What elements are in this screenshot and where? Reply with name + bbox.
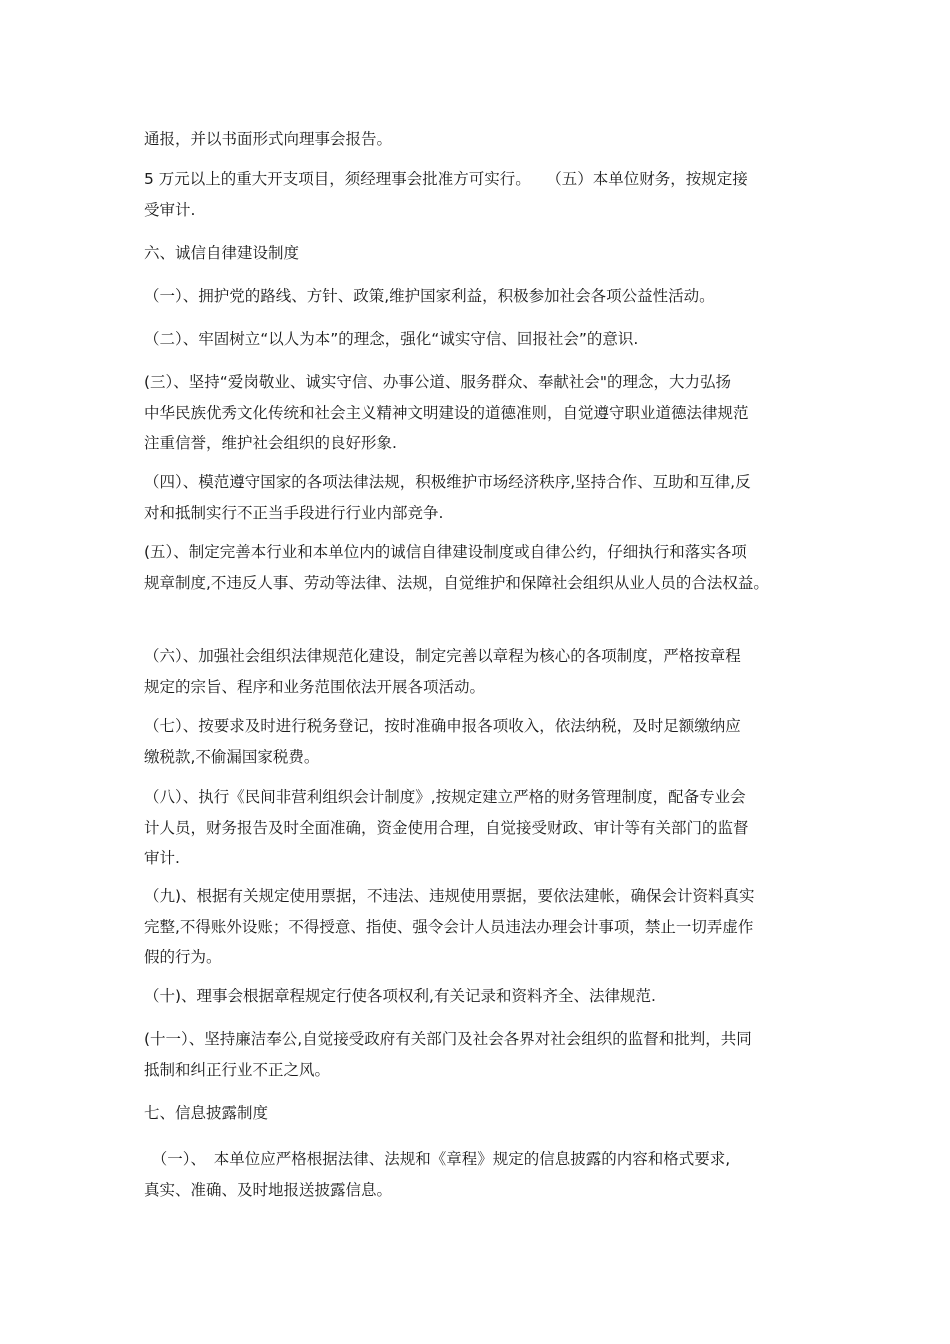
paragraph (144, 1024, 824, 1085)
text-line: 假的行为。 (144, 948, 222, 966)
section-heading (144, 238, 824, 269)
text-line: （七）、按要求及时进行税务登记，按时准确申报各项收入，依法纳税，及时足额缴纳应 (144, 717, 741, 735)
text-line: 中华民族优秀文化传统和社会主义精神文明建设的道德准则，自觉遵守职业道德法律规范 (144, 403, 749, 422)
text-line: 七、信息披露制度 (144, 1104, 269, 1122)
text-line: 真实、准确、及时地报送披露信息。 (144, 1180, 393, 1199)
text-line: 完整,不得账外设账；不得授意、指使、强令会计人员违法办理会计事项，禁止一切弄虚作 (144, 917, 754, 936)
text-line: (十一）、坚持廉洁奉公,自觉接受政府有关部门及社会各界对社会组织的监督和批判，共同 (144, 1030, 752, 1048)
text-line: 计人员，财务报告及时全面准确，资金使用合理，自觉接受财政、审计等有关部门的监督 (144, 818, 749, 837)
text-line: 六、诚信自律建设制度 (144, 244, 300, 262)
paragraph (144, 324, 824, 355)
text-line: 规章制度,不违反人事、劳动等法律、法规，自觉维护和保障社会组织从业人员的合法权益。 (144, 573, 769, 592)
section-heading (144, 1098, 824, 1129)
text-line: （九)、根据有关规定使用票据，不违法、违规使用票据，要依法建帐，确保会计资料真实 (144, 887, 755, 905)
paragraph (144, 467, 824, 528)
text-line: （一）、拥护党的路线、方针、政策,维护国家利益，积极参加社会各项公益性活动。 (144, 287, 715, 305)
text-line: （四）、模范遵守国家的各项法律法规，积极维护市场经济秩序,坚持合作、互助和互律,反 (144, 473, 751, 491)
text-line: 抵制和纠正行业不正之风。 (144, 1060, 331, 1079)
paragraph (144, 367, 824, 459)
text-line: 注重信誉，维护社会组织的良好形象. (144, 434, 397, 452)
text-line: 通报，并以书面形式向理事会报告。 (144, 130, 393, 148)
text-line: （二）、牢固树立“以人为本”的理念，强化“诚实守信、回报社会”的意识. (144, 330, 639, 348)
text-line: 5 万元以上的重大开支项目，须经理事会批准方可实行。 （五）本单位财务，按规定接 (144, 170, 748, 188)
text-line: (三）、坚持“爱岗敬业、诚实守信、办事公道、服务群众、奉献社会"的理念，大力弘扬 (144, 373, 731, 391)
paragraph (144, 1144, 824, 1205)
text-line: 受审计. (144, 200, 196, 219)
text-line: （十)、理事会根据章程规定行使各项权利,有关记录和资料齐全、法律规范. (144, 987, 656, 1005)
paragraph (144, 537, 824, 598)
paragraph (144, 281, 824, 312)
paragraph (144, 881, 824, 973)
paragraph (144, 164, 824, 225)
paragraph (144, 641, 824, 702)
paragraph (144, 711, 824, 772)
paragraph (144, 782, 824, 874)
text-line: 对和抵制实行不正当手段进行行业内部竞争. (144, 503, 444, 522)
text-line: (五）、制定完善本行业和本单位内的诚信自律建设制度或自律公约，仔细执行和落实各项 (144, 543, 747, 561)
text-line: （一）、 本单位应严格根据法律、法规和《章程》规定的信息披露的内容和格式要求, (144, 1150, 731, 1168)
text-line: 规定的宗旨、程序和业务范围依法开展各项活动。 (144, 677, 486, 696)
text-line: （六）、加强社会组织法律规范化建设，制定完善以章程为核心的各项制度，严格按章程 (144, 647, 741, 665)
paragraph (144, 981, 824, 1012)
text-line: （八）、执行《民间非营利组织会计制度》,按规定建立严格的财务管理制度，配备专业会 (144, 788, 746, 806)
text-line: 缴税款,不偷漏国家税费。 (144, 747, 320, 766)
paragraph (144, 124, 824, 155)
text-line: 审计. (144, 849, 180, 867)
